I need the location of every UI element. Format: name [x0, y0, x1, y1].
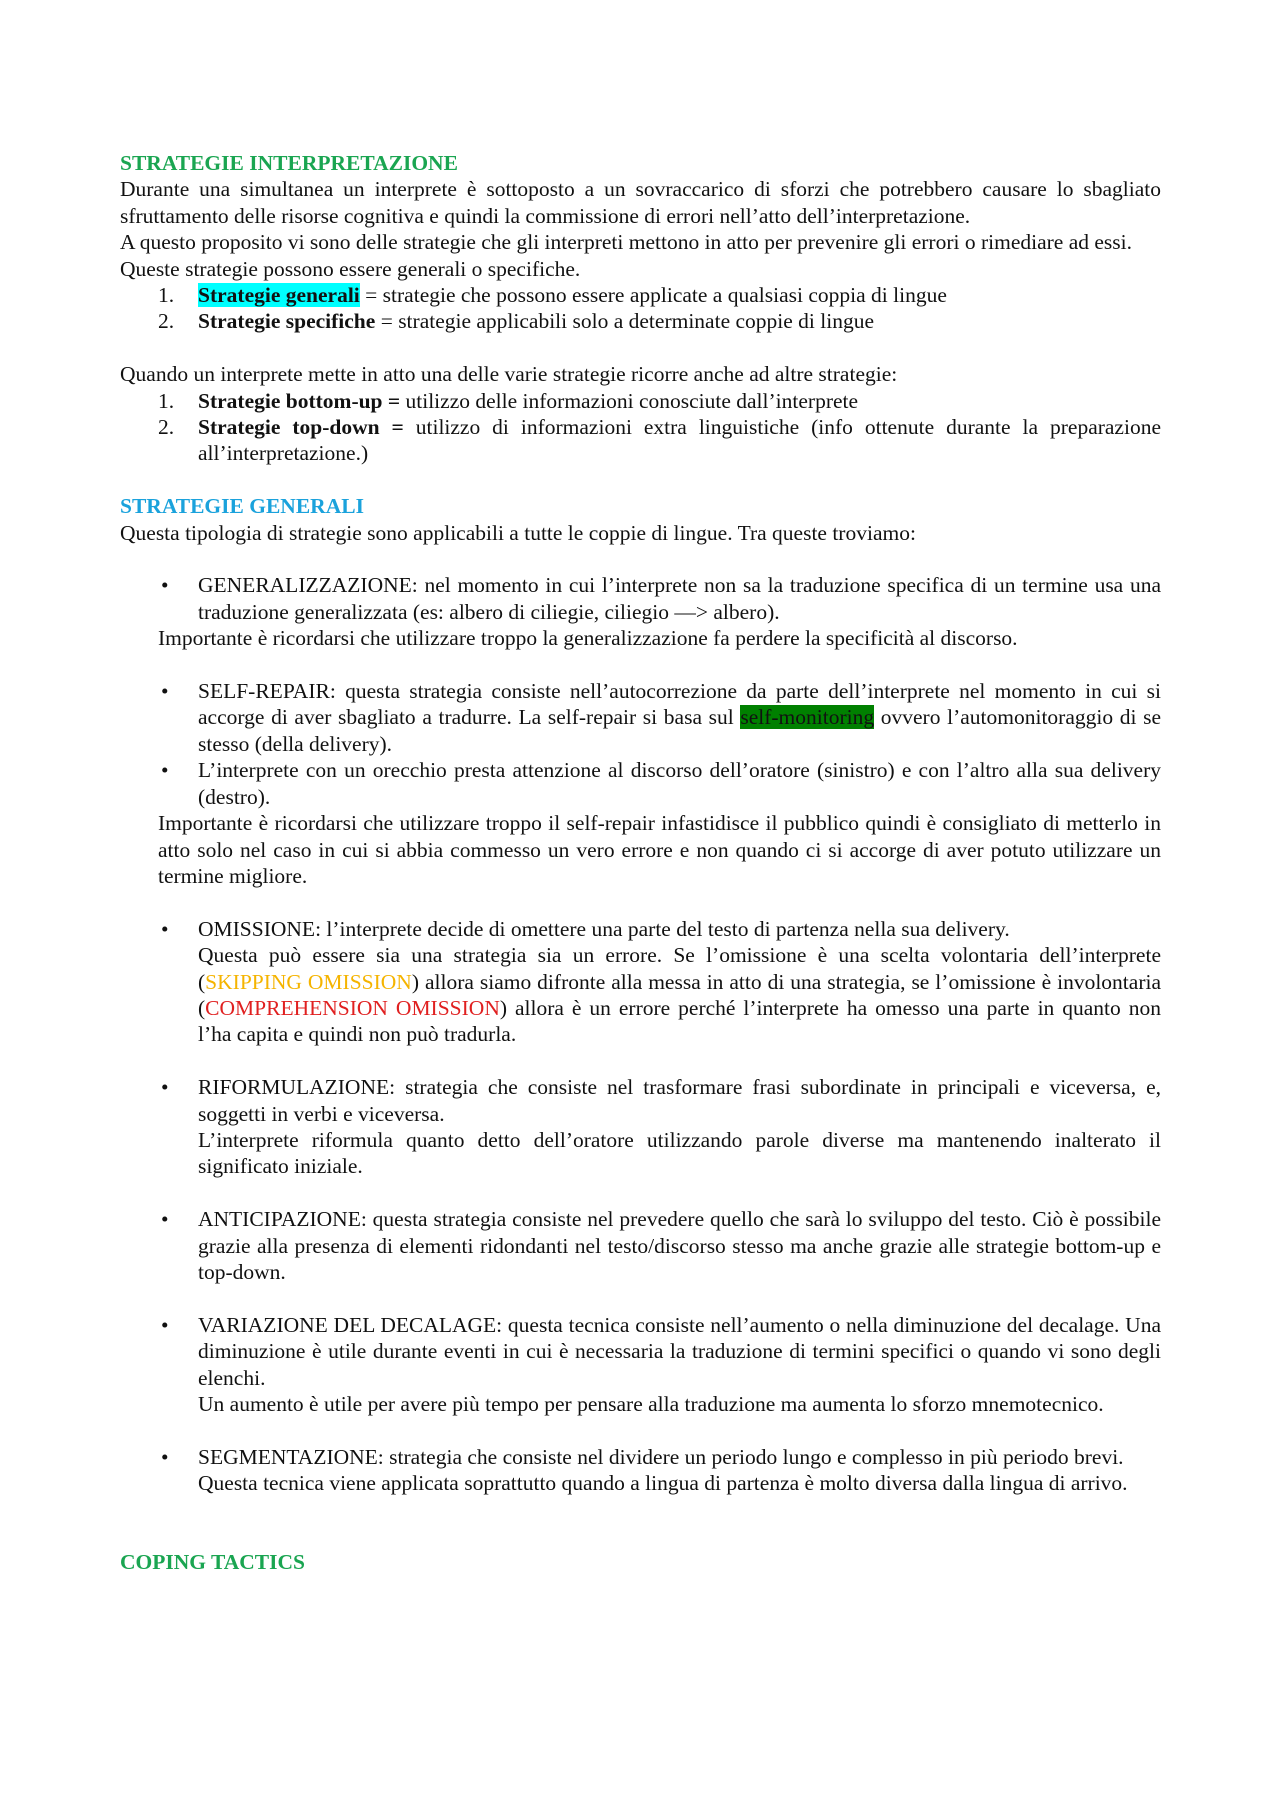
- spacer: [120, 335, 1161, 361]
- numbered-list-general-specific: [120, 282, 1161, 335]
- section-riformulazione: [120, 1074, 1161, 1127]
- bullet-item: [120, 1444, 1161, 1470]
- section-segmentazione: [120, 1444, 1161, 1470]
- section-anticipazione: [120, 1206, 1161, 1285]
- spacer: [120, 546, 1161, 572]
- term-strategie-specifiche: Strategie specifiche: [198, 309, 376, 334]
- list-number: 1.: [158, 283, 175, 308]
- self-repair-note: Importante è ricordarsi che utilizzare troppo il self-repair infastidisce il pubblico quindi è consigliato di metterlo in atto solo nel caso in cui si abbia commesso un vero errore e non quando ci si accorge di aver potuto utilizzare un termine migliore.: [158, 811, 1161, 888]
- bullet-item: [120, 572, 1161, 625]
- term-strategie-generali: Strategie generali: [198, 283, 360, 308]
- spacer: [120, 889, 1161, 915]
- riformulazione-paragraph-2: L’interprete riformula quanto detto dell’oratore utilizzando parole diverse ma mantenendo inalterato il significato iniziale.: [198, 1127, 1161, 1179]
- comprehension-omission-label: COMPREHENSION OMISSION: [205, 995, 500, 1020]
- spacer: [120, 467, 1161, 493]
- list-number: 1.: [158, 388, 175, 413]
- bullet-icon: •: [161, 1207, 169, 1232]
- intro-paragraph-2: A questo proposito vi sono delle strategie che gli interpreti mettono in atto per prevenire gli errori o rimediare ad essi.: [120, 230, 1133, 255]
- list-number: 2.: [158, 415, 175, 440]
- generalizzazione-text: GENERALIZZAZIONE: nel momento in cui l’interprete non sa la traduzione specifica di un termine usa una traduzione generalizzata (es: albero di ciliegie, ciliegio —> albero).: [198, 573, 1161, 624]
- bullet-icon: •: [161, 573, 169, 598]
- bullet-item: [120, 1312, 1161, 1391]
- spacer: [120, 1180, 1161, 1206]
- anticipazione-text: ANTICIPAZIONE: questa strategia consiste nel prevedere quello che sarà lo sviluppo del testo. Ciò è possibile grazie alla presenza di elementi ridondanti nel testo/discorso stesso ma anche grazie alle strategie bottom-up e top-down.: [198, 1207, 1161, 1284]
- bullet-icon: •: [161, 679, 169, 704]
- omissione-text-a: Questa può essere sia una strategia sia un errore. Se l’omissione è una scelta volontaria dell’interprete (: [198, 943, 1161, 994]
- heading-coping-tactics: COPING TACTICS: [120, 1550, 305, 1575]
- generalizzazione-note: Importante è ricordarsi che utilizzare troppo la generalizzazione fa perdere la specificità al discorso.: [158, 626, 1018, 651]
- heading-strategie-interpretazione: STRATEGIE INTERPRETAZIONE: [120, 151, 458, 175]
- list-item: [120, 388, 1161, 414]
- self-repair-text-after: ovvero l’automonitoraggio di se stesso (della delivery).: [198, 705, 1161, 756]
- bullet-item: [120, 757, 1161, 810]
- bullet-item: [120, 916, 1161, 942]
- list-item-text: = strategie applicabili solo a determinate coppie di lingue: [375, 309, 875, 334]
- omissione-paragraph: [120, 942, 1161, 1048]
- spacer: [120, 1048, 1161, 1074]
- self-repair-bullet-2: L’interprete con un orecchio presta attenzione al discorso dell’oratore (sinistro) e con l’altro alla sua delivery (destro).: [198, 758, 1161, 809]
- list-item: [120, 282, 1161, 308]
- self-repair-text: SELF-REPAIR: questa strategia consiste nell’autocorrezione da parte dell’interprete nel momento in cui si accorge di aver sbagliato a tradurre. La self-repair si basa sul: [198, 679, 1161, 730]
- bullet-icon: •: [161, 1444, 169, 1469]
- spacer: [120, 1497, 1161, 1523]
- omissione-text-b: ) allora siamo difronte alla messa in atto di una strategia, se l’omissione è involontaria (: [198, 969, 1161, 1020]
- list-item-text: = strategie che possono essere applicate a qualsiasi coppia di lingue: [359, 283, 947, 308]
- section-variazione-decalage: [120, 1312, 1161, 1391]
- spacer: [120, 652, 1161, 678]
- section-self-repair: [120, 678, 1161, 810]
- numbered-list-bottom-up-top-down: [120, 388, 1161, 467]
- omissione-text-c: ) allora è un errore perché l’interprete ha omesso una parte in quanto non l’ha capita e quindi non può tradurla.: [198, 995, 1161, 1047]
- decalage-text: VARIAZIONE DEL DECALAGE: questa tecnica consiste nell’aumento o nella diminuzione del decalage. Una diminuzione è utile durante eventi in cui è necessaria la traduzione di termini specifici o quando vi sono degli elenchi.: [198, 1312, 1161, 1390]
- decalage-paragraph-2: Un aumento è utile per avere più tempo per pensare alla traduzione ma aumenta lo sforzo mnemotecnico.: [198, 1391, 1104, 1416]
- bullet-icon: •: [161, 916, 169, 941]
- segmentazione-text: SEGMENTAZIONE: strategia che consiste nel dividere un periodo lungo e complesso in più periodo brevi.: [198, 1444, 1124, 1469]
- spacer: [120, 1285, 1161, 1311]
- omissione-line-1: OMISSIONE: l’interprete decide di omettere una parte del testo di partenza nella sua delivery.: [198, 916, 1010, 941]
- bullet-item: [120, 1206, 1161, 1285]
- document-body: [120, 150, 1161, 1576]
- intro-paragraph-3: Queste strategie possono essere generali o specifiche.: [120, 256, 581, 281]
- list-item-text: utilizzo delle informazioni conosciute dall’interprete: [400, 388, 859, 413]
- list-item: [120, 308, 1161, 334]
- list-item-text: utilizzo di informazioni extra linguistiche (info ottenute durante la preparazione all’interpretazione.): [198, 415, 1161, 466]
- spacer: [120, 1523, 1161, 1549]
- segmentazione-paragraph-2: Questa tecnica viene applicata soprattutto quando a lingua di partenza è molto diversa dalla lingua di arrivo.: [198, 1471, 1128, 1496]
- term-top-down: Strategie top-down =: [198, 415, 404, 440]
- bullet-icon: •: [161, 1312, 169, 1337]
- self-monitoring-highlight: self-monitoring: [740, 705, 875, 730]
- spacer: [120, 1417, 1161, 1443]
- bullet-icon: •: [161, 758, 169, 783]
- paragraph-altre-strategie: Quando un interprete mette in atto una delle varie strategie ricorre anche ad altre strategie:: [120, 362, 898, 387]
- riformulazione-text: RIFORMULAZIONE: strategia che consiste nel trasformare frasi subordinate in principali e viceversa, e, soggetti in verbi e viceversa.: [198, 1075, 1161, 1126]
- intro-paragraph-1: Durante una simultanea un interprete è sottoposto a un sovraccarico di sforzi che potrebbero causare lo sbagliato sfruttamento delle risorse cognitiva e quindi la commissione di errori nell’atto dell’interpretazione.: [120, 177, 1161, 228]
- skipping-omission-label: SKIPPING OMISSION: [205, 969, 412, 994]
- section-generalizzazione: [120, 572, 1161, 625]
- bullet-icon: •: [161, 1075, 169, 1100]
- list-item: [120, 414, 1161, 467]
- section-omissione: [120, 916, 1161, 942]
- list-number: 2.: [158, 309, 175, 334]
- strategie-generali-intro: Questa tipologia di strategie sono applicabili a tutte le coppie di lingue. Tra queste troviamo:: [120, 520, 916, 545]
- heading-strategie-generali: STRATEGIE GENERALI: [120, 494, 364, 519]
- term-bottom-up: Strategie bottom-up =: [198, 388, 401, 413]
- bullet-item: [120, 678, 1161, 757]
- bullet-item: [120, 1074, 1161, 1127]
